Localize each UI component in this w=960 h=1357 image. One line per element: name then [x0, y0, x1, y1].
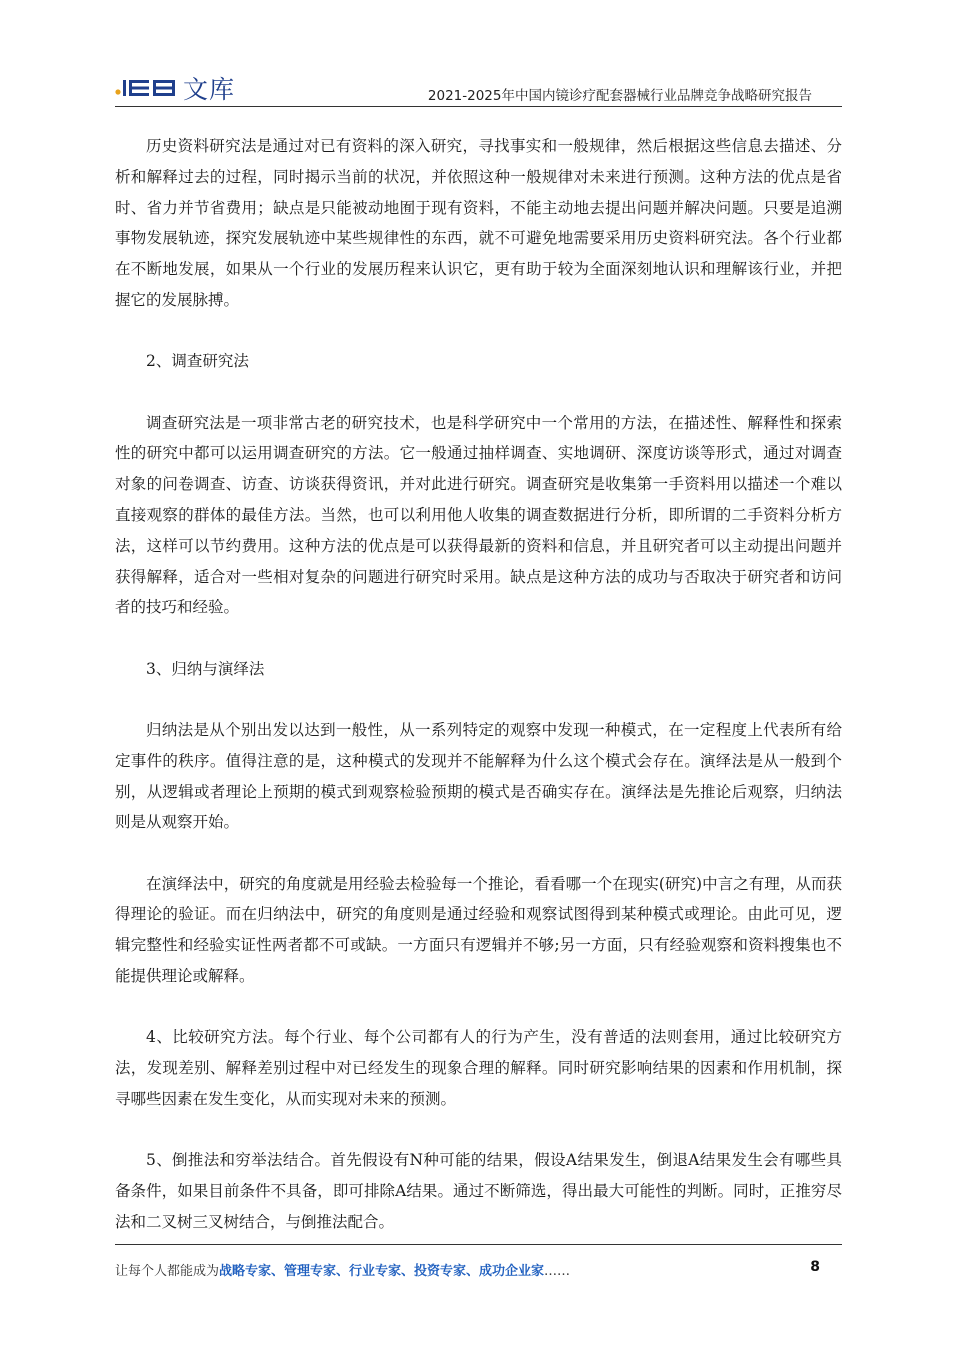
page-footer [115, 1260, 820, 1279]
logo-mark-icon [115, 72, 177, 100]
page-header [115, 66, 842, 107]
logo-text: 文库 [183, 75, 236, 104]
paragraph-backward-exhaustive: 5、倒推法和穷举法结合。首先假设有N种可能的结果，假设A结果发生，倒退A结果发生会有哪些具备条件，如果目前条件不具备，即可排除A结果。通过不断筛选，得出最大可能性的判断。同时，正推穷尽法和二叉树三叉树结合，与倒推法配合。 [115, 1151, 842, 1231]
paragraph-historical-method: 历史资料研究法是通过对已有资料的深入研究，寻找事实和一般规律，然后根据这些信息去描述、分析和解释过去的过程，同时揭示当前的状况，并依照这种一般规律对未来进行预测。这种方法的优点是省时、省力并节省费用；缺点是只能被动地囿于现有资料，不能主动地去提出问题并解决问题。只要是追溯事物发展轨迹，探究发展轨迹中某些规律性的东西，就不可避免地需要采用历史资料研究法。各个行业都在不断地发展，如果从一个行业的发展历程来认识它，更有助于较为全面深刻地认识和理解该行业，并把握它的发展脉搏。 [115, 137, 842, 309]
footer-slogan-highlight: 战略专家、管理专家、行业专家、投资专家、成功企业家 [219, 1264, 545, 1279]
logo [115, 70, 245, 104]
footer-divider [115, 1244, 842, 1245]
page-body [115, 131, 842, 1268]
paragraph-comparative-method: 4、比较研究方法。每个行业、每个公司都有人的行为产生，没有普适的法则套用，通过比较研究方法，发现差别、解释差别过程中对已经发生的现象合理的解释。同时研究影响结果的因素和作用机制，探寻哪些因素在发生变化，从而实现对未来的预测。 [115, 1028, 842, 1108]
footer-slogan-suffix: …… [544, 1264, 571, 1279]
footer-slogan-prefix: 让每个人都能成为 [115, 1264, 220, 1279]
heading-induction-deduction: 3、归纳与演绎法 [146, 659, 265, 678]
report-title: 2021-2025年中国内镜诊疗配套器械行业品牌竞争战略研究报告 [427, 88, 812, 104]
paragraph-induction-deduction: 归纳法是从个别出发以达到一般性，从一系列特定的观察中发现一种模式，在一定程度上代表所有给定事件的秩序。值得注意的是，这种模式的发现并不能解释为什么这个模式会存在。演绎法是从一般到个别，从逻辑或者理论上预期的模式到观察检验预期的模式是否确实存在。演绎法是先推论后观察，归纳法则是从观察开始。 [115, 720, 842, 832]
heading-survey-method: 2、调查研究法 [146, 352, 249, 371]
page-number: 8 [810, 1259, 820, 1275]
paragraph-deduction-detail: 在演绎法中，研究的角度就是用经验去检验每一个推论，看看哪一个在现实(研究)中言之有理，从而获得理论的验证。而在归纳法中，研究的角度则是通过经验和观察试图得到某种模式或理论。由此可见，逻辑完整性和经验实证性两者都不可或缺。一方面只有逻辑并不够;另一方面，只有经验观察和资料搜集也不能提供理论或解释。 [115, 874, 842, 986]
paragraph-survey-method: 调查研究法是一项非常古老的研究技术，也是科学研究中一个常用的方法，在描述性、解释性和探索性的研究中都可以运用调查研究的方法。它一般通过抽样调查、实地调研、深度访谈等形式，通过对调查对象的问卷调查、访查、访谈获得资讯，并对此进行研究。调查研究是收集第一手资料用以描述一个难以直接观察的群体的最佳方法。当然，也可以利用他人收集的调查数据进行分析，即所谓的二手资料分析方法，这样可以节约费用。这种方法的优点是可以获得最新的资料和信息，并且研究者可以主动提出问题并获得解释，适合对一些相对复杂的问题进行研究时采用。缺点是这种方法的成功与否取决于研究者和访问者的技巧和经验。 [115, 413, 842, 617]
